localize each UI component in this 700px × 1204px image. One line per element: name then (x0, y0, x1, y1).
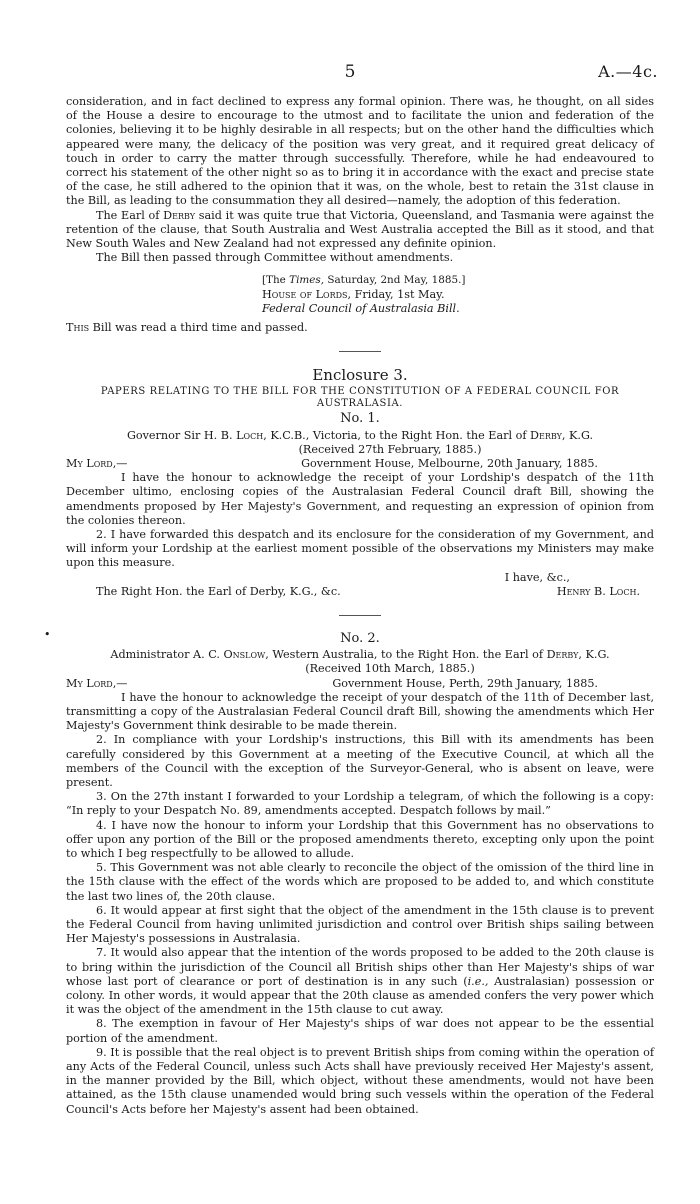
letter-divider (339, 615, 381, 616)
third-reading-first: This (66, 320, 90, 334)
letter-1-signature-row (66, 585, 654, 599)
letter-1-paragraph-1: I have the honour to acknowledge the receipt of your Lordship's despatch of the 11th December ultimo, enclosing copies of the Australasian Federal Council draft Bill, showing the amendments proposed by Her Majesty's Government, and requesting an expression of opinion from the colonies thereon. (66, 471, 654, 527)
heading-c: K.G. (585, 648, 610, 662)
letter-2-paragraph-4: 4. I have now the honour to inform your Lordship that this Government has no observations to offer upon any portion of the Bill or the proposed amendments thereto, excepting only upon the point to which I beg respectfully to be allowed to allude. (66, 818, 654, 861)
heading-earl: Derby, (530, 428, 566, 442)
earl-name: Derby (163, 208, 196, 222)
heading-b: Western Australia, to the Right Hon. the Earl of (272, 648, 543, 662)
letter-2-heading (66, 648, 654, 662)
heading-a: Governor Sir H. B. (126, 428, 233, 442)
letter-1-close-row (66, 571, 654, 585)
enclosure-subtitle: PAPERS RELATING TO THE BILL FOR THE CONSTITUTION OF A FEDERAL COUNCIL FOR AUSTRALASIA. (100, 386, 620, 410)
heading-earl: Derby, (546, 648, 582, 662)
letter-1-close: I have, &c., (504, 570, 570, 584)
p7-b: Australasian) possession or colony. In other words, it would appear that the 20th clause as amended confers the very power which it was the object of the amendment in the 15th clause to cut away. (66, 974, 654, 1017)
letter-2-location: Government House, Perth, 29th January, 1885. (332, 676, 598, 690)
heading-b: K.C.B., Victoria, to the Right Hon. the Earl of (270, 428, 527, 442)
letter-2-number: No. 2. (340, 630, 380, 646)
heading-a: Administrator A. C. (110, 648, 220, 662)
third-reading-paragraph (66, 321, 654, 335)
letter-1-paragraph-2: 2. I have forwarded this despatch and its enclosure for the consideration of my Government, and will inform your Lordship at the earliest moment possible of the observations my Ministers may make upon this measure. (66, 527, 654, 570)
enclosure-title: Enclosure 3. (312, 366, 408, 385)
times-paper: Times, (289, 274, 325, 287)
letter-1-salutation: My Lord,— (66, 456, 128, 470)
debate-paragraph-3: The Bill then passed through Committee without amendments. (96, 251, 454, 265)
letter-2-paragraph-5: 5. This Government was not able clearly to reconcile the object of the omission of the third line in the 15th clause with the effect of the words which are proposed to be added to, and which constitute the last two lines of, the 20th clause. (66, 861, 654, 903)
p7-ie: i.e., (467, 974, 489, 988)
heading-c: K.G. (569, 428, 594, 442)
letter-1-received: (Received 27th February, 1885.) (298, 442, 482, 456)
bill-title: Federal Council of Australasia Bill. (262, 302, 460, 316)
letter-2-paragraph-1: I have the honour to acknowledge the receipt of your despatch of the 11th of December last, transmitting a copy of the Australasian Federal Council draft Bill, showing the amendments which Her Majesty's Government think desirable to be made therein. (66, 690, 654, 733)
letter-1-signature: Henry B. Loch. (556, 584, 640, 598)
third-reading-rest: Bill was read a third time and passed. (92, 320, 308, 334)
letter-2-paragraph-3: 3. On the 27th instant I forwarded to your Lordship a telegram, of which the following is a copy: “In reply to your Despatch No. 89, amendments accepted. Despatch follows by mail.” (66, 790, 654, 818)
letter-1-number: No. 1. (340, 411, 380, 427)
letter-1-salutation-row (66, 457, 654, 471)
letter-2-salutation-row (66, 677, 654, 691)
letter-2-salutation: My Lord,— (66, 676, 128, 690)
section-divider (339, 351, 381, 352)
page-number: 5 (344, 62, 356, 82)
house-name: House of Lords, (262, 287, 352, 301)
times-open: [The (262, 274, 286, 287)
times-citation (262, 273, 654, 288)
main-column (66, 95, 654, 1117)
house-line (262, 288, 654, 303)
p7-a: 7. It would also appear that the intention of the words proposed to be added to the 20th clause is to bring within the jurisdiction of the Council all British ships other than Her Majesty's ships of war whose last port of clearance or port of destination is in any such ( (66, 946, 654, 988)
letter-2-paragraph-8: 8. The exemption in favour of Her Majesty's ships of war does not appear to be the essential portion of the amendment. (66, 1017, 654, 1045)
letter-2-paragraph-9: 9. It is possible that the real object is to prevent British ships from coming within the operation of any Acts of the Federal Council, unless such Acts shall have previously received Her Majesty's assent, in the manner provided by the Bill, which object, without these amendments, would not have been attained, as the 15th clause unamended would bring such vessels within the operation of the Federal Council's Acts before her Majesty's assent had been obtained. (66, 1045, 654, 1116)
p2-prefix: The Earl of (96, 208, 160, 222)
house-date: Friday, 1st May. (354, 287, 445, 301)
letter-2-paragraph-2: 2. In compliance with your Lordship's instructions, this Bill with its amendments has been carefully considered by this Government at a meeting of the Executive Council, at which all the members of the Council with the exception of the Surveyor-General, who is absent on leave, were present. (66, 733, 654, 790)
letter-1-heading (66, 429, 654, 443)
margin-dot: • (44, 628, 51, 641)
p2-rest: said it was quite true that Victoria, Queensland, and Tasmania were against the retention of the clause, that South Australia and West Australia accepted the Bill as it stood, and that New South Wales and New Zealand had not expressed any definite opinion. (66, 208, 655, 251)
document-reference: A.—4c. (598, 62, 658, 81)
letter-1-location: Government House, Melbourne, 20th January, 1885. (301, 456, 598, 470)
letter-2-received: (Received 10th March, 1885.) (305, 662, 475, 676)
bill-line (262, 302, 654, 317)
letter-2-paragraph-7 (66, 946, 654, 1017)
heading-name: Loch, (236, 428, 267, 442)
heading-name: Onslow, (223, 648, 269, 662)
letter-1-addressee: The Right Hon. the Earl of Derby, K.G., &c. (96, 584, 341, 598)
letter-2-paragraph-6: 6. It would appear at first sight that the object of the amendment in the 15th clause is to prevent the Federal Council from having unlimited jurisdiction and control over British ships sailing between Her Majesty's possessions in Australasia. (66, 903, 654, 946)
debate-paragraph-1: consideration, and in fact declined to express any formal opinion. There was, he thought, on all sides of the House a desire to encourage to the utmost and to facilitate the union and federation of the colonies, believing it to be highly desirable in all respects; but on the other hand the difficulties which appeared were many, the delicacy of the position was very great, and it required great delicacy of touch in order to carry the matter through successfully. Therefore, while he had endeavoured to correct his statement of the other night so as to bring it in accordance with the exact and precise state of the case, he still adhered to the opinion that it was, on the whole, best to retain the 31st clause in the Bill, as leading to the consummation they all desired—namely, the adoption of this federation. (66, 95, 654, 208)
debate-paragraph-2 (66, 209, 654, 252)
times-date: Saturday, 2nd May, 1885.] (327, 274, 466, 287)
